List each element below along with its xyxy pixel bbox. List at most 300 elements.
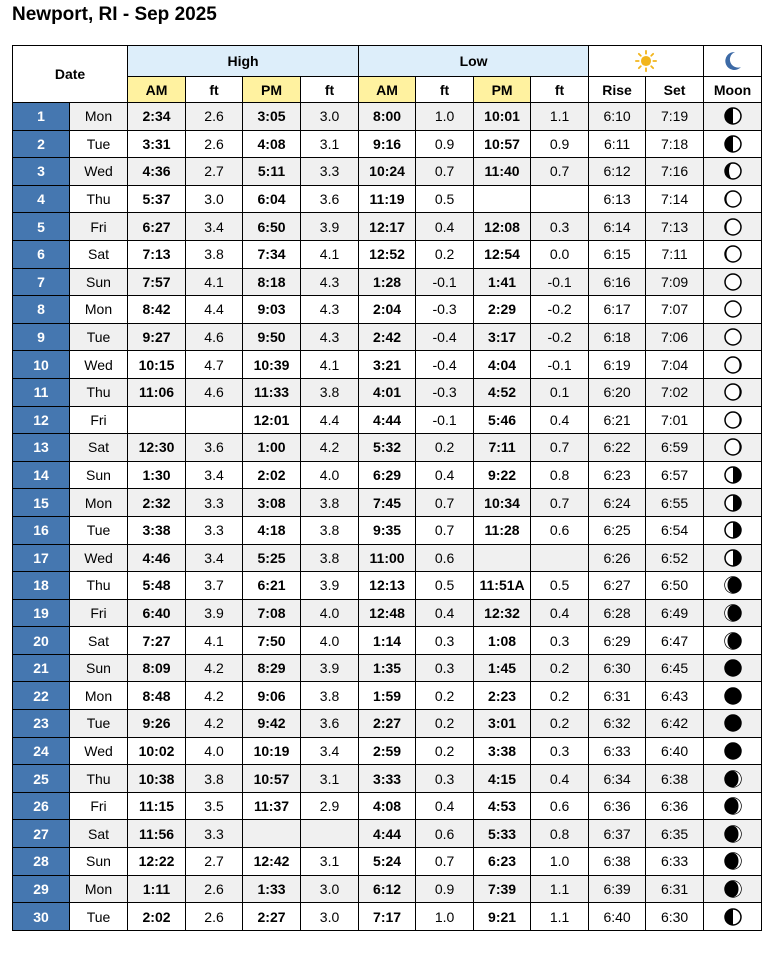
table-row: [13, 461, 762, 489]
moon-phase-icon: [723, 272, 743, 292]
low-am-time-cell: 12:13: [359, 572, 416, 600]
high-am-height-cell: 2.6: [186, 903, 243, 931]
low-am-height-cell: 0.6: [416, 544, 474, 572]
low-pm-time-cell: 11:40: [474, 158, 531, 186]
crescent-moon-icon: [723, 50, 743, 72]
table-row: [13, 820, 762, 848]
high-am-time-cell: 12:30: [128, 434, 186, 462]
sunset-cell: 6:38: [646, 765, 704, 793]
weekday-cell: Sun: [70, 461, 128, 489]
low-pm-height-cell: 0.0: [531, 240, 589, 268]
high-am-time-cell: 9:27: [128, 323, 186, 351]
weekday-cell: Thu: [70, 765, 128, 793]
high-pm-height-cell: 3.9: [301, 572, 359, 600]
low-pm-height-cell: 0.1: [531, 378, 589, 406]
high-pm-height-cell: 2.9: [301, 792, 359, 820]
sunset-cell: 7:02: [646, 378, 704, 406]
sunset-cell: 6:40: [646, 737, 704, 765]
weekday-cell: Mon: [70, 296, 128, 324]
moon-phase-cell: [704, 544, 762, 572]
high-am-height-cell: 3.6: [186, 434, 243, 462]
low-am-time-cell: 12:48: [359, 599, 416, 627]
high-pm-time-cell: 10:19: [243, 737, 301, 765]
low-pm-height-cell: 0.5: [531, 572, 589, 600]
table-row: [13, 351, 762, 379]
low-pm-time-cell: [474, 185, 531, 213]
table-row: [13, 792, 762, 820]
low-header: Low: [359, 46, 589, 77]
low-pm-time-cell: 5:33: [474, 820, 531, 848]
table-row: [13, 268, 762, 296]
moon-phase-icon: [723, 851, 743, 871]
moon-phase-icon: [723, 907, 743, 927]
high-am-time-cell: [128, 406, 186, 434]
table-row: [13, 572, 762, 600]
sunset-cell: 6:35: [646, 820, 704, 848]
low-am-time-cell: 3:21: [359, 351, 416, 379]
high-pm-height-cell: 3.1: [301, 130, 359, 158]
low-am-height-cell: 0.4: [416, 599, 474, 627]
sunrise-cell: 6:15: [589, 240, 646, 268]
low-am-time-cell: 2:27: [359, 710, 416, 738]
moon-phase-cell: [704, 599, 762, 627]
high-pm-time-cell: 3:05: [243, 103, 301, 131]
low-pm-time-cell: 10:01: [474, 103, 531, 131]
sunset-cell: 6:45: [646, 654, 704, 682]
high-pm-time-cell: 9:50: [243, 323, 301, 351]
high-pm-time-cell: 8:18: [243, 268, 301, 296]
sunset-cell: 7:14: [646, 185, 704, 213]
high-pm-height-cell: 3.6: [301, 710, 359, 738]
low-am-height-cell: 0.3: [416, 654, 474, 682]
low-pm-height-cell: -0.1: [531, 351, 589, 379]
sunrise-cell: 6:38: [589, 848, 646, 876]
high-am-time-cell: 8:42: [128, 296, 186, 324]
moon-phase-icon: [723, 713, 743, 733]
low-am-time-cell: 12:17: [359, 213, 416, 241]
low-am-height-cell: 0.2: [416, 710, 474, 738]
day-number-cell: 1: [13, 103, 70, 131]
day-number-cell: 15: [13, 489, 70, 517]
low-am-time-cell: 2:04: [359, 296, 416, 324]
low-am-height-cell: 0.2: [416, 737, 474, 765]
high-pm-time-cell: 7:08: [243, 599, 301, 627]
high-am-time-cell: 5:37: [128, 185, 186, 213]
high-am-height-cell: 3.8: [186, 765, 243, 793]
moon-phase-cell: [704, 268, 762, 296]
low-am-height-cell: 0.4: [416, 461, 474, 489]
low-am-height-cell: 0.2: [416, 434, 474, 462]
high-am-time-cell: 1:11: [128, 875, 186, 903]
low-pm-height-cell: 0.2: [531, 682, 589, 710]
table-row: [13, 875, 762, 903]
high-am-height-cell: 4.1: [186, 268, 243, 296]
high-am-time-cell: 11:56: [128, 820, 186, 848]
day-number-cell: 11: [13, 378, 70, 406]
low-am-time-cell: 7:45: [359, 489, 416, 517]
sunrise-cell: 6:34: [589, 765, 646, 793]
low-am-time-cell: 5:32: [359, 434, 416, 462]
high-pm-height-cell: 4.4: [301, 406, 359, 434]
sunset-cell: 7:16: [646, 158, 704, 186]
sunrise-cell: 6:27: [589, 572, 646, 600]
high-pm-header: PM: [243, 77, 301, 103]
moon-phase-cell: [704, 875, 762, 903]
day-number-cell: 5: [13, 213, 70, 241]
high-pm-height-cell: 3.8: [301, 516, 359, 544]
high-pm-time-cell: 6:04: [243, 185, 301, 213]
sunrise-cell: 6:14: [589, 213, 646, 241]
day-number-cell: 19: [13, 599, 70, 627]
table-row: [13, 130, 762, 158]
sunset-cell: 6:52: [646, 544, 704, 572]
sunset-cell: 7:01: [646, 406, 704, 434]
low-am-height-cell: 0.7: [416, 489, 474, 517]
low-pm-time-cell: 3:38: [474, 737, 531, 765]
low-am-ft-header: ft: [416, 77, 474, 103]
moon-phase-cell: [704, 903, 762, 931]
high-pm-height-cell: 4.3: [301, 296, 359, 324]
low-pm-height-cell: 0.7: [531, 489, 589, 517]
day-number-cell: 24: [13, 737, 70, 765]
high-am-height-cell: 3.4: [186, 461, 243, 489]
table-row: [13, 627, 762, 655]
high-am-height-cell: 4.0: [186, 737, 243, 765]
sunset-cell: 6:55: [646, 489, 704, 517]
sunset-cell: 7:09: [646, 268, 704, 296]
moon-phase-cell: [704, 296, 762, 324]
high-pm-height-cell: 3.8: [301, 489, 359, 517]
low-am-height-cell: 0.6: [416, 820, 474, 848]
low-pm-time-cell: 12:54: [474, 240, 531, 268]
sunrise-cell: 6:17: [589, 296, 646, 324]
sunrise-cell: 6:30: [589, 654, 646, 682]
sunset-cell: 7:11: [646, 240, 704, 268]
moon-phase-cell: [704, 792, 762, 820]
high-am-height-cell: 2.6: [186, 103, 243, 131]
moon-phase-icon: [723, 879, 743, 899]
day-number-cell: 10: [13, 351, 70, 379]
high-am-time-cell: 10:38: [128, 765, 186, 793]
high-pm-time-cell: 12:42: [243, 848, 301, 876]
low-am-height-cell: -0.3: [416, 378, 474, 406]
high-pm-time-cell: 4:08: [243, 130, 301, 158]
high-am-height-cell: 4.6: [186, 378, 243, 406]
moon-phase-icon: [723, 106, 743, 126]
low-pm-height-cell: 0.4: [531, 406, 589, 434]
low-pm-time-cell: 7:11: [474, 434, 531, 462]
moon-phase-icon: [723, 299, 743, 319]
high-am-height-cell: 4.6: [186, 323, 243, 351]
sunset-cell: 7:13: [646, 213, 704, 241]
day-number-cell: 28: [13, 848, 70, 876]
high-am-height-cell: [186, 406, 243, 434]
high-pm-time-cell: 5:25: [243, 544, 301, 572]
moon-phase-cell: [704, 820, 762, 848]
high-pm-height-cell: 3.9: [301, 213, 359, 241]
low-am-height-cell: 0.5: [416, 572, 474, 600]
high-pm-height-cell: 4.0: [301, 627, 359, 655]
day-number-cell: 7: [13, 268, 70, 296]
high-am-height-cell: 4.4: [186, 296, 243, 324]
low-am-time-cell: 2:42: [359, 323, 416, 351]
low-pm-time-cell: 2:23: [474, 682, 531, 710]
sunset-cell: 6:57: [646, 461, 704, 489]
high-am-time-cell: 7:27: [128, 627, 186, 655]
table-row: [13, 903, 762, 931]
sunrise-cell: 6:16: [589, 268, 646, 296]
table-row: [13, 434, 762, 462]
high-am-height-cell: 3.4: [186, 213, 243, 241]
high-am-height-cell: 3.0: [186, 185, 243, 213]
low-am-time-cell: 6:12: [359, 875, 416, 903]
low-am-time-cell: 3:33: [359, 765, 416, 793]
high-pm-time-cell: 5:11: [243, 158, 301, 186]
low-am-height-cell: -0.1: [416, 268, 474, 296]
sunset-cell: 7:07: [646, 296, 704, 324]
sunset-cell: 7:19: [646, 103, 704, 131]
sunset-cell: 6:42: [646, 710, 704, 738]
low-pm-height-cell: 1.1: [531, 875, 589, 903]
sunrise-cell: 6:11: [589, 130, 646, 158]
sunset-cell: 6:50: [646, 572, 704, 600]
high-am-height-cell: 4.2: [186, 682, 243, 710]
low-pm-time-cell: 4:04: [474, 351, 531, 379]
tide-table-body: [13, 103, 762, 931]
low-pm-time-cell: 11:51A: [474, 572, 531, 600]
moon-phase-cell: [704, 351, 762, 379]
sunrise-cell: 6:22: [589, 434, 646, 462]
low-pm-height-cell: 0.8: [531, 820, 589, 848]
moon-phase-cell: [704, 185, 762, 213]
moon-phase-cell: [704, 710, 762, 738]
high-pm-height-cell: 4.3: [301, 323, 359, 351]
high-pm-height-cell: 3.0: [301, 903, 359, 931]
day-number-cell: 22: [13, 682, 70, 710]
high-am-time-cell: 8:48: [128, 682, 186, 710]
moon-phase-cell: [704, 682, 762, 710]
moon-phase-icon: [723, 217, 743, 237]
low-pm-height-cell: 1.0: [531, 848, 589, 876]
sunrise-cell: 6:18: [589, 323, 646, 351]
high-pm-time-cell: 6:21: [243, 572, 301, 600]
weekday-cell: Mon: [70, 682, 128, 710]
low-pm-time-cell: 11:28: [474, 516, 531, 544]
day-number-cell: 13: [13, 434, 70, 462]
high-am-ft-header: ft: [186, 77, 243, 103]
table-row: [13, 406, 762, 434]
low-pm-height-cell: [531, 544, 589, 572]
high-pm-height-cell: 4.0: [301, 461, 359, 489]
sunset-cell: 6:30: [646, 903, 704, 931]
weekday-cell: Sun: [70, 848, 128, 876]
moon-phase-cell: [704, 765, 762, 793]
high-pm-time-cell: 3:08: [243, 489, 301, 517]
high-pm-height-cell: 3.8: [301, 544, 359, 572]
moon-phase-icon: [723, 769, 743, 789]
sunrise-cell: 6:37: [589, 820, 646, 848]
moon-header: Moon: [704, 77, 762, 103]
high-pm-time-cell: [243, 820, 301, 848]
high-am-height-cell: 3.3: [186, 820, 243, 848]
high-pm-time-cell: 9:06: [243, 682, 301, 710]
high-pm-time-cell: 1:00: [243, 434, 301, 462]
sun-header: [589, 46, 704, 77]
low-pm-time-cell: 10:34: [474, 489, 531, 517]
low-am-height-cell: 0.4: [416, 792, 474, 820]
high-am-time-cell: 11:15: [128, 792, 186, 820]
table-row: [13, 489, 762, 517]
weekday-cell: Mon: [70, 489, 128, 517]
high-pm-height-cell: 3.4: [301, 737, 359, 765]
low-pm-height-cell: 1.1: [531, 103, 589, 131]
sunset-cell: 6:49: [646, 599, 704, 627]
moon-phase-icon: [723, 134, 743, 154]
high-pm-time-cell: 7:50: [243, 627, 301, 655]
low-pm-height-cell: 0.6: [531, 516, 589, 544]
high-am-time-cell: 7:13: [128, 240, 186, 268]
sunrise-cell: 6:28: [589, 599, 646, 627]
low-pm-height-cell: 0.2: [531, 710, 589, 738]
moon-phase-cell: [704, 654, 762, 682]
low-pm-time-cell: 6:23: [474, 848, 531, 876]
day-number-cell: 9: [13, 323, 70, 351]
high-pm-height-cell: 4.3: [301, 268, 359, 296]
weekday-cell: Sat: [70, 240, 128, 268]
high-pm-time-cell: 10:57: [243, 765, 301, 793]
high-pm-height-cell: 3.1: [301, 765, 359, 793]
sunset-cell: 6:36: [646, 792, 704, 820]
sun-icon: [635, 50, 657, 72]
table-row: [13, 516, 762, 544]
low-pm-time-cell: 2:29: [474, 296, 531, 324]
low-am-height-cell: 0.9: [416, 875, 474, 903]
high-pm-time-cell: 11:37: [243, 792, 301, 820]
low-pm-time-cell: 12:32: [474, 599, 531, 627]
moon-phase-icon: [723, 520, 743, 540]
moon-phase-cell: [704, 158, 762, 186]
table-row: [13, 185, 762, 213]
low-am-time-cell: 4:01: [359, 378, 416, 406]
high-pm-time-cell: 10:39: [243, 351, 301, 379]
high-pm-height-cell: 3.6: [301, 185, 359, 213]
day-number-cell: 18: [13, 572, 70, 600]
moon-phase-icon: [723, 244, 743, 264]
table-row: [13, 848, 762, 876]
sunset-cell: 6:31: [646, 875, 704, 903]
high-pm-time-cell: 1:33: [243, 875, 301, 903]
moon-phase-icon: [723, 161, 743, 181]
sunrise-cell: 6:10: [589, 103, 646, 131]
high-am-time-cell: 6:27: [128, 213, 186, 241]
high-am-height-cell: 4.2: [186, 654, 243, 682]
low-am-height-cell: 0.2: [416, 240, 474, 268]
high-pm-time-cell: 2:27: [243, 903, 301, 931]
weekday-cell: Sun: [70, 654, 128, 682]
moon-phase-cell: [704, 737, 762, 765]
day-number-cell: 16: [13, 516, 70, 544]
low-am-time-cell: 1:28: [359, 268, 416, 296]
low-pm-time-cell: 10:57: [474, 130, 531, 158]
low-pm-height-cell: -0.1: [531, 268, 589, 296]
sunrise-cell: 6:13: [589, 185, 646, 213]
moon-phase-icon: [723, 189, 743, 209]
table-row: [13, 103, 762, 131]
sunrise-cell: 6:21: [589, 406, 646, 434]
high-pm-time-cell: 8:29: [243, 654, 301, 682]
moon-phase-cell: [704, 434, 762, 462]
sunrise-cell: 6:29: [589, 627, 646, 655]
high-pm-time-cell: 6:50: [243, 213, 301, 241]
low-am-height-cell: 0.3: [416, 627, 474, 655]
high-am-height-cell: 3.3: [186, 516, 243, 544]
high-am-height-cell: 4.2: [186, 710, 243, 738]
low-pm-height-cell: 0.4: [531, 599, 589, 627]
high-pm-height-cell: [301, 820, 359, 848]
high-am-height-cell: 2.7: [186, 848, 243, 876]
day-number-cell: 17: [13, 544, 70, 572]
sunset-cell: 6:54: [646, 516, 704, 544]
high-am-time-cell: 8:09: [128, 654, 186, 682]
sunrise-cell: 6:20: [589, 378, 646, 406]
low-pm-height-cell: 0.9: [531, 130, 589, 158]
sunrise-cell: 6:39: [589, 875, 646, 903]
moon-phase-icon: [723, 355, 743, 375]
weekday-cell: Sat: [70, 820, 128, 848]
low-am-height-cell: 0.4: [416, 213, 474, 241]
high-pm-height-cell: 3.8: [301, 378, 359, 406]
low-pm-height-cell: -0.2: [531, 296, 589, 324]
sunset-cell: 6:43: [646, 682, 704, 710]
page-title: Newport, RI - Sep 2025: [12, 4, 217, 25]
high-am-time-cell: 2:02: [128, 903, 186, 931]
sunrise-cell: 6:24: [589, 489, 646, 517]
sunrise-cell: 6:33: [589, 737, 646, 765]
weekday-cell: Mon: [70, 103, 128, 131]
low-pm-header: PM: [474, 77, 531, 103]
high-am-time-cell: 2:34: [128, 103, 186, 131]
high-pm-time-cell: 4:18: [243, 516, 301, 544]
weekday-cell: Fri: [70, 599, 128, 627]
low-am-time-cell: 11:00: [359, 544, 416, 572]
sunrise-cell: 6:40: [589, 903, 646, 931]
weekday-cell: Sun: [70, 268, 128, 296]
weekday-cell: Tue: [70, 903, 128, 931]
high-am-time-cell: 5:48: [128, 572, 186, 600]
high-am-time-cell: 12:22: [128, 848, 186, 876]
low-pm-height-cell: [531, 185, 589, 213]
low-am-height-cell: -0.3: [416, 296, 474, 324]
date-header: Date: [13, 46, 128, 103]
high-pm-height-cell: 3.0: [301, 875, 359, 903]
day-number-cell: 12: [13, 406, 70, 434]
table-row: [13, 737, 762, 765]
day-number-cell: 23: [13, 710, 70, 738]
low-am-header: AM: [359, 77, 416, 103]
high-pm-ft-header: ft: [301, 77, 359, 103]
moon-phase-icon: [723, 327, 743, 347]
sunset-cell: 6:59: [646, 434, 704, 462]
day-number-cell: 6: [13, 240, 70, 268]
low-am-time-cell: 9:35: [359, 516, 416, 544]
low-pm-height-cell: -0.2: [531, 323, 589, 351]
moon-phase-icon: [723, 824, 743, 844]
weekday-cell: Thu: [70, 572, 128, 600]
day-number-cell: 26: [13, 792, 70, 820]
table-row: [13, 682, 762, 710]
sunset-cell: 6:47: [646, 627, 704, 655]
low-pm-time-cell: 7:39: [474, 875, 531, 903]
